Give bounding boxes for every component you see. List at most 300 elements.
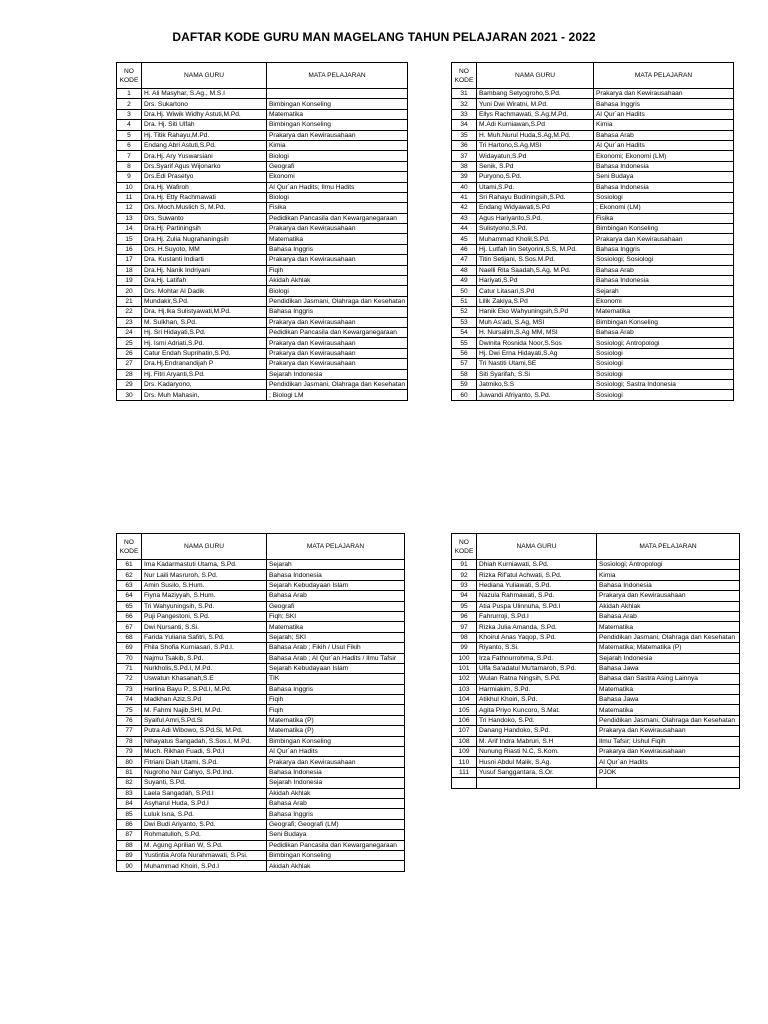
teacher-code: 105 — [452, 705, 477, 715]
teacher-code: 36 — [452, 140, 477, 150]
subject: Matematika — [597, 705, 740, 715]
subject: Matematika (P) — [267, 726, 405, 736]
subject: Bahasa Arab — [594, 265, 734, 275]
subject: Geografi — [267, 601, 405, 611]
subject: Sosiologi; Antropologi — [597, 560, 740, 570]
teacher-code: 23 — [117, 317, 142, 327]
table-row — [117, 276, 408, 286]
table-row — [117, 840, 405, 850]
teacher-name: Tri Wahyuningsih, S.Pd. — [142, 601, 267, 611]
table-row — [117, 359, 408, 369]
subject: Sosiologi — [594, 359, 734, 369]
teacher-name: Herlina Bayu P., S.Pd.I, M.Pd. — [142, 684, 267, 694]
table-row — [117, 192, 408, 202]
table-row — [117, 674, 405, 684]
subject: Bahasa Inggris — [267, 809, 405, 819]
subject: Kimia — [597, 570, 740, 580]
teacher-table-3 — [116, 533, 405, 872]
table-row — [452, 747, 740, 757]
subject: Sejarah — [594, 286, 734, 296]
subject: Fiqih — [267, 705, 405, 715]
subject: Pedidikan Pancasila dan Kewarganegaraan — [267, 840, 405, 850]
teacher-code: 13 — [117, 213, 142, 223]
table-row — [117, 338, 408, 348]
teacher-code: 46 — [452, 244, 477, 254]
teacher-table-2 — [451, 62, 734, 401]
teacher-code: 57 — [452, 359, 477, 369]
table-row — [452, 307, 734, 317]
teacher-name: M. Fahmi Najib,SHI, M.Pd. — [142, 705, 267, 715]
table-row — [452, 151, 734, 161]
teacher-code: 34 — [452, 120, 477, 130]
subject: Prakarya dan Kewirausahaan — [597, 747, 740, 757]
table-row — [117, 819, 405, 829]
teacher-code: 75 — [117, 705, 142, 715]
teacher-code: 20 — [117, 286, 142, 296]
table-row — [117, 622, 405, 632]
teacher-name: Farida Yuliana Safitri, S.Pd. — [142, 632, 267, 642]
subject: Al Qur`an Hadits — [594, 140, 734, 150]
teacher-code: 89 — [117, 850, 142, 860]
teacher-code: 7 — [117, 151, 142, 161]
col-header-mata-pelajaran: MATA PELAJARAN — [594, 63, 734, 89]
table-row — [452, 611, 740, 621]
subject: Pendidikan Jasmani, Olahraga dan Kesehatan — [267, 296, 408, 306]
teacher-name: Hediana Yuliawati, S.Pd. — [477, 580, 597, 590]
table-row — [117, 591, 405, 601]
teacher-code: 76 — [117, 715, 142, 725]
table-row — [452, 265, 734, 275]
table-row — [117, 861, 405, 871]
teacher-code: 82 — [117, 778, 142, 788]
table-row — [452, 601, 740, 611]
subject: Matematika — [267, 109, 408, 119]
teacher-name: Dhiah Kurniawati, S.Pd. — [477, 560, 597, 570]
subject: Prakarya dan Kewirausahaan — [267, 255, 408, 265]
subject: Matematika — [267, 234, 408, 244]
teacher-code: 21 — [117, 296, 142, 306]
teacher-code: 30 — [117, 390, 142, 400]
subject: Pendidikan Jasmani, Olahraga dan Kesehatan — [597, 715, 740, 725]
subject: Sosiologi; Sosiologi — [594, 255, 734, 265]
teacher-name: Jatmiko,S.S — [477, 379, 594, 389]
teacher-code: 65 — [117, 601, 142, 611]
table-row — [117, 580, 405, 590]
table-row — [117, 151, 408, 161]
teacher-name: Drs. Suwanto — [142, 213, 267, 223]
teacher-code: 37 — [452, 151, 477, 161]
table-row — [117, 296, 408, 306]
teacher-name: Puryono,S.Pd. — [477, 172, 594, 182]
table-row — [117, 369, 408, 379]
teacher-name: Dra. Hj. Siti Ulfah — [142, 120, 267, 130]
teacher-name: Sulistyono,S.Pd. — [477, 224, 594, 234]
col-header-no-kode: NO KODE — [117, 534, 142, 560]
teacher-name: Catur Endah Suprihatin,S.Pd. — [142, 348, 267, 358]
teacher-code: 33 — [452, 109, 477, 119]
teacher-name: Dra. Hj.Ika Sulistyawati,M.Pd. — [142, 307, 267, 317]
teacher-name: Dra.Hj. Nanik Indriyani — [142, 265, 267, 275]
table-row — [452, 244, 734, 254]
table-row — [117, 265, 408, 275]
subject: Pedidikan Pancasila dan Kewarganegaraan — [267, 327, 408, 337]
teacher-code: 43 — [452, 213, 477, 223]
subject: Bahasa Inggris — [594, 244, 734, 254]
subject: Geografi — [267, 161, 408, 171]
table-row — [452, 172, 734, 182]
teacher-code: 17 — [117, 255, 142, 265]
subject: Akidah Akhlak — [267, 861, 405, 871]
table-row — [117, 317, 408, 327]
table-row — [452, 255, 734, 265]
page-title: DAFTAR KODE GURU MAN MAGELANG TAHUN PELAJARAN 2021 - 2022 — [172, 30, 596, 44]
subject: ; Biologi LM — [267, 390, 408, 400]
table-row — [117, 809, 405, 819]
table-row — [117, 172, 408, 182]
teacher-name: Khoirul Anas Yaqop, S.Pd. — [477, 632, 597, 642]
subject: Sejarah Indonesia — [597, 653, 740, 663]
teacher-code: 26 — [117, 348, 142, 358]
teacher-code: 2 — [117, 99, 142, 109]
table-row — [117, 307, 408, 317]
table-row — [452, 663, 740, 673]
teacher-code: 39 — [452, 172, 477, 182]
table-row — [117, 213, 408, 223]
subject: Ekonomi — [594, 296, 734, 306]
table-row — [117, 663, 405, 673]
subject: Fisika — [267, 203, 408, 213]
subject: ; Ekonomi (LM) — [594, 203, 734, 213]
table-row — [452, 140, 734, 150]
table-row — [117, 653, 405, 663]
table-row — [452, 778, 740, 788]
subject: Fisika — [594, 213, 734, 223]
subject: Matematika — [267, 622, 405, 632]
table-row — [452, 684, 740, 694]
subject: Bimbingan Konseling — [594, 317, 734, 327]
teacher-code: 27 — [117, 359, 142, 369]
teacher-code: 59 — [452, 379, 477, 389]
teacher-name: Hj. Dwi Erna Hidayati,S.Ag — [477, 348, 594, 358]
table-row — [117, 798, 405, 808]
subject: Akidah Akhlak — [597, 601, 740, 611]
subject: Matematika — [594, 307, 734, 317]
subject: Sosiologi — [594, 390, 734, 400]
teacher-name: Hanik Eko Wahyuningsih,S.Pd — [477, 307, 594, 317]
teacher-code: 66 — [117, 611, 142, 621]
subject: Bahasa Indonesia — [594, 276, 734, 286]
teacher-code: 107 — [452, 726, 477, 736]
teacher-code: 29 — [117, 379, 142, 389]
teacher-code: 71 — [117, 663, 142, 673]
teacher-code: 111 — [452, 767, 477, 777]
teacher-name: Hj. Lutfah Iin Setyorini,S.S, M.Pd. — [477, 244, 594, 254]
subject: Prakarya dan Kewirausahaan — [267, 338, 408, 348]
teacher-name — [477, 778, 597, 788]
teacher-name: M. Arif Indra Mabruri, S.H — [477, 736, 597, 746]
table-row — [117, 182, 408, 192]
teacher-code: 14 — [117, 224, 142, 234]
table-row — [452, 213, 734, 223]
teacher-code: 24 — [117, 327, 142, 337]
teacher-name: M. Agung Aprilian W, S.Pd. — [142, 840, 267, 850]
subject: Bahasa Arab — [594, 130, 734, 140]
subject: Prakarya dan Kewirausahaan — [267, 130, 408, 140]
teacher-code: 87 — [117, 830, 142, 840]
subject: Prakarya dan Kewirausahaan — [267, 757, 405, 767]
teacher-name: Utami,S.Pd. — [477, 182, 594, 192]
teacher-code: 61 — [117, 560, 142, 570]
subject: Sosiologi — [594, 369, 734, 379]
teacher-code: 106 — [452, 715, 477, 725]
subject: TIK — [267, 674, 405, 684]
teacher-name: Tri Nastiti Utami,SE — [477, 359, 594, 369]
table-row — [452, 757, 740, 767]
teacher-code: 102 — [452, 674, 477, 684]
table-row — [452, 286, 734, 296]
teacher-name: Siti Syarifah, S.Si — [477, 369, 594, 379]
table-row — [117, 99, 408, 109]
teacher-code: 41 — [452, 192, 477, 202]
teacher-code: 54 — [452, 327, 477, 337]
subject: Prakarya dan Kewirausahaan — [594, 234, 734, 244]
teacher-code: 58 — [452, 369, 477, 379]
subject: Matematika — [597, 622, 740, 632]
teacher-code: 88 — [117, 840, 142, 850]
teacher-name: Amin Susilo, S.Hum. — [142, 580, 267, 590]
table-row — [452, 296, 734, 306]
table-row — [452, 317, 734, 327]
teacher-name: H. Muh.Nurul Huda,S.Ag,M.Pd. — [477, 130, 594, 140]
subject: Fiqh; SKI — [267, 611, 405, 621]
teacher-name: Madkhan Aziz,S.Pd — [142, 695, 267, 705]
teacher-name: Drs. Muh Mahasin, — [142, 390, 267, 400]
subject: Akidah Akhlak — [267, 276, 408, 286]
teacher-name: Ellys Rachmawati, S.Ag.M.Pd. — [477, 109, 594, 119]
teacher-name: Mundakir,S.Pd. — [142, 296, 267, 306]
col-header-mata-pelajaran: MATA PELAJARAN — [267, 63, 408, 89]
table-body — [452, 560, 740, 789]
subject: Bimbingan Konseling — [267, 120, 408, 130]
table-row — [117, 379, 408, 389]
teacher-code: 53 — [452, 317, 477, 327]
teacher-name: Atia Puspa Ulinnuha, S.Pd.I — [477, 601, 597, 611]
teacher-name: Yustintia Arofa Nurahmawati, S.Psi. — [142, 850, 267, 860]
teacher-name: Tri Handoko, S.Pd. — [477, 715, 597, 725]
subject: Bahasa Indonesia — [594, 182, 734, 192]
teacher-name: Dra.Hj. Ary Yuswarsiani — [142, 151, 267, 161]
teacher-name: Dwi Budi Ariyanto, S.Pd. — [142, 819, 267, 829]
subject: Sejarah Kebudayaan Islam — [267, 580, 405, 590]
subject: Matematika; Matematika (P) — [597, 643, 740, 653]
subject: Bahasa Inggris — [267, 684, 405, 694]
teacher-name: H. Nursalim,S.Ag MM, MSI — [477, 327, 594, 337]
table-row — [452, 120, 734, 130]
teacher-name: Najmu Tsakib, S.Pd. — [142, 653, 267, 663]
teacher-name: Dra.Hj. Latifah — [142, 276, 267, 286]
teacher-name: Luluk Isna, S.Pd. — [142, 809, 267, 819]
teacher-name: Muh As'adi, S.Ag, MSI — [477, 317, 594, 327]
subject: Sejarah — [267, 560, 405, 570]
teacher-name: Juwandi Afriyanto, S.Pd. — [477, 390, 594, 400]
teacher-code: 78 — [117, 736, 142, 746]
subject: Bahasa Jawa — [597, 695, 740, 705]
teacher-name: Drs. Mohtar Al Dadik — [142, 286, 267, 296]
col-header-no-kode: NO KODE — [117, 63, 142, 89]
teacher-name: Ima Kadarmastuti Utama, S.Pd. — [142, 560, 267, 570]
teacher-code: 101 — [452, 663, 477, 673]
table-row — [117, 570, 405, 580]
table-row — [117, 611, 405, 621]
table-row — [452, 276, 734, 286]
table-row — [452, 338, 734, 348]
table-row — [117, 850, 405, 860]
table-row — [117, 390, 408, 400]
teacher-name: Muhammad Kholil,S.Pd. — [477, 234, 594, 244]
teacher-name: Husni Abdul Malik, S.Ag. — [477, 757, 597, 767]
col-header-no-kode: NO KODE — [452, 534, 477, 560]
teacher-code: 49 — [452, 276, 477, 286]
teacher-code: 83 — [117, 788, 142, 798]
teacher-code: 6 — [117, 140, 142, 150]
subject: PJOK — [597, 767, 740, 777]
teacher-name: Riyanto, S.Si. — [477, 643, 597, 653]
subject: Ekonomi; Ekonomi (LM) — [594, 151, 734, 161]
teacher-code: 9 — [117, 172, 142, 182]
teacher-code: 64 — [117, 591, 142, 601]
subject: Al Qur`an Hadits — [594, 109, 734, 119]
table-row — [117, 348, 408, 358]
table-row — [452, 99, 734, 109]
teacher-code: 12 — [117, 203, 142, 213]
teacher-code: 92 — [452, 570, 477, 580]
subject: Al Qur`an Hadits — [267, 747, 405, 757]
subject: Sosiologi — [594, 192, 734, 202]
teacher-code: 99 — [452, 643, 477, 653]
subject: Matematika (P) — [267, 715, 405, 725]
subject: Al Qur`an Hadits — [597, 757, 740, 767]
teacher-name: Hj. Titik Rahayu,M.Pd. — [142, 130, 267, 140]
teacher-code: 67 — [117, 622, 142, 632]
teacher-name: Rizka Rif'atul Achwati, S.Pd. — [477, 570, 597, 580]
teacher-name: Syaiful Amri,S.Pd.Si — [142, 715, 267, 725]
teacher-name: Dwi Nursanti, S.Si. — [142, 622, 267, 632]
teacher-name: Senik, S.Pd — [477, 161, 594, 171]
teacher-name: Hj. Fitri Aryanti,S.Pd. — [142, 369, 267, 379]
teacher-code: 25 — [117, 338, 142, 348]
table-row — [452, 767, 740, 777]
teacher-code: 95 — [452, 601, 477, 611]
teacher-name: Yusuf Sanggantara, S.Or. — [477, 767, 597, 777]
subject: Pendidikan Jasmani, Olahraga dan Kesehatan — [267, 379, 408, 389]
teacher-code: 5 — [117, 130, 142, 140]
teacher-code: 91 — [452, 560, 477, 570]
table-row — [117, 286, 408, 296]
table-row — [117, 560, 405, 570]
table-row — [452, 705, 740, 715]
table-row — [452, 234, 734, 244]
teacher-code: 50 — [452, 286, 477, 296]
col-header-mata-pelajaran: MATA PELAJARAN — [597, 534, 740, 560]
table-row — [452, 622, 740, 632]
subject: Seni Budaya — [594, 172, 734, 182]
subject: Sosiologi — [594, 348, 734, 358]
teacher-code: 10 — [117, 182, 142, 192]
teacher-code: 18 — [117, 265, 142, 275]
subject: Fiqih — [267, 265, 408, 275]
table-row — [117, 120, 408, 130]
table-row — [117, 757, 405, 767]
subject: Al Qur`an Hadits; Ilmu Hadits — [267, 182, 408, 192]
teacher-code: 98 — [452, 632, 477, 642]
teacher-code: 103 — [452, 684, 477, 694]
teacher-name: Hariyati,S.Pd — [477, 276, 594, 286]
teacher-code: 15 — [117, 234, 142, 244]
teacher-name: Nunung Riasti N.C, S.Kom. — [477, 747, 597, 757]
subject: Kimia — [594, 120, 734, 130]
teacher-code: 42 — [452, 203, 477, 213]
subject: Sejarah; SKI — [267, 632, 405, 642]
teacher-name: Dra.Hj. Etty Rachmawati — [142, 192, 267, 202]
table-row — [117, 234, 408, 244]
teacher-name: Putra Adi Wibowo, S.Pd.Si, M.Pd. — [142, 726, 267, 736]
teacher-table-1 — [116, 62, 408, 401]
teacher-name: Nazula Rahmawati, S.Pd. — [477, 591, 597, 601]
teacher-code: 52 — [452, 307, 477, 317]
teacher-code: 62 — [117, 570, 142, 580]
teacher-code: 60 — [452, 390, 477, 400]
table-body — [117, 89, 408, 401]
table-row — [452, 182, 734, 192]
teacher-name: Irza Fathnurrohma, S.Pd. — [477, 653, 597, 663]
table-row — [117, 736, 405, 746]
table-row — [117, 224, 408, 234]
table-row — [452, 570, 740, 580]
teacher-code: 80 — [117, 757, 142, 767]
teacher-code: 85 — [117, 809, 142, 819]
teacher-name: Dra.Hj. Wiwik Widhy Astuti,M.Pd. — [142, 109, 267, 119]
teacher-name: Danang Handoko, S.Pd. — [477, 726, 597, 736]
col-header-nama-guru: NAMA GURU — [477, 534, 597, 560]
teacher-name: Catur Litasari,S.Pd — [477, 286, 594, 296]
teacher-code: 38 — [452, 161, 477, 171]
table-row — [452, 359, 734, 369]
teacher-name: Dra.Hj. Partiningsih — [142, 224, 267, 234]
teacher-name: M. Sulkhan, S.Pd. — [142, 317, 267, 327]
teacher-name: Ulfa Sa'adatul Mu'tamaroh, S.Pd. — [477, 663, 597, 673]
subject: Matematika — [597, 684, 740, 694]
teacher-name: Harmiakim, S.Pd. — [477, 684, 597, 694]
teacher-code: 68 — [117, 632, 142, 642]
teacher-code: 31 — [452, 89, 477, 99]
teacher-name: Dwinita Rosnida Noor,S.Sos — [477, 338, 594, 348]
table-row — [117, 684, 405, 694]
teacher-name: Fiyna Maziyyah, S.Hum. — [142, 591, 267, 601]
table-row — [452, 109, 734, 119]
teacher-code: 100 — [452, 653, 477, 663]
teacher-name: Nurkholis,S.Pd.I, M.Pd. — [142, 663, 267, 673]
teacher-code: 94 — [452, 591, 477, 601]
teacher-name: Hj. Sri Hidayati,S.Pd. — [142, 327, 267, 337]
teacher-name: Drs.Edi Prasetyo — [142, 172, 267, 182]
table-row — [452, 632, 740, 642]
teacher-code: 109 — [452, 747, 477, 757]
subject: Prakarya dan Kewirausahaan — [267, 317, 408, 327]
teacher-code: 97 — [452, 622, 477, 632]
teacher-name: Dra.Hj. Zulia Nugrahaningsih — [142, 234, 267, 244]
teacher-name: Uswatun Khasanah,S.E — [142, 674, 267, 684]
table-row — [452, 203, 734, 213]
